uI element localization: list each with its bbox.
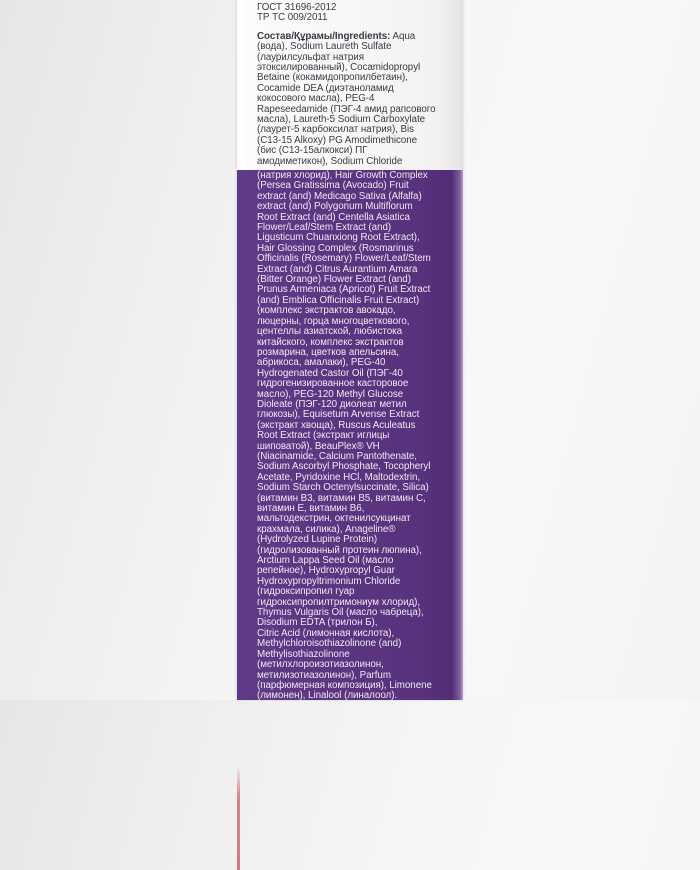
ingredient-text-line: extract (and) Medicago Sativa (Alfalfa): [257, 190, 422, 202]
ingredient-text-line: Rapeseedamide (ПЭГ-4 амид рапсового: [257, 103, 436, 115]
ingredient-text-line: (витамин В3, витамин В5, витамин С,: [257, 492, 426, 504]
ingredient-text-line: (Hydrolyzed Lupine Protein): [257, 534, 378, 546]
ingredient-text-line: Citric Acid (лимонная кислота),: [257, 627, 395, 639]
ingredient-text-line: Hydroxypropyltrimonium Chloride: [257, 575, 401, 587]
ingredient-text-line: Flower/Leaf/Stem Extract (and): [257, 222, 392, 234]
ingredient-text-line: абрикоса, амалаки), PEG-40: [257, 357, 386, 369]
ingredient-text-line: (лаурет-5 карбоксилат натрия), Bis: [257, 124, 414, 136]
ingredient-text-line: витамин Е, витамин В6,: [257, 503, 365, 514]
ingredient-text-line: репейное), Hydroxypropyl Guar: [257, 565, 395, 577]
ingredient-text-line: (Bitter Orange) Flower Extract (and): [257, 274, 411, 286]
ingredient-text-line: Ligusticum Chuanxiong Root Extract),: [257, 232, 420, 244]
ingredient-text-line: (метилхлороизотиазолинон,: [257, 659, 384, 671]
ingredient-text-line: Sodium Ascorbyl Phosphate, Tocopheryl: [257, 461, 431, 473]
ingredient-text-line: шиповатой), BeauPlex® VH: [257, 440, 380, 452]
ingredient-text-line: (Niacinamide, Calcium Pantothenate,: [257, 450, 417, 462]
ingredient-text-line: гидроксипропилтримониум хлорид),: [257, 596, 421, 608]
ingredient-text-line: Thymus Vulgaris Oil (масло чабреца),: [257, 607, 424, 619]
ingredients-heading-rest: Aqua: [390, 30, 416, 42]
ingredient-text-line: масла), Laureth-5 Sodium Carboxylate: [257, 114, 426, 126]
ingredient-text-line: Root Extract (экстракт иглицы: [257, 430, 390, 442]
ingredient-text-line: (Persea Gratissima (Avocado) Fruit: [257, 180, 409, 192]
ingredient-text-line: Hair Glossing Complex (Rosmarinus: [257, 242, 414, 254]
ingredient-text-line: (натрия хлорид), Hair Growth Complex: [257, 170, 428, 181]
ingredient-text-line: (лаурилсульфат натрия: [257, 51, 364, 63]
ingredient-text-line: extract (and) Polygonum Multiflorum: [257, 201, 413, 213]
purple-panel-text: [257, 171, 457, 702]
ingredient-text-line: этоксилированный), Cocamidopropyl: [257, 62, 421, 74]
ingredient-text-line: Arctium Lappa Seed Oil (масло: [257, 555, 394, 567]
ingredient-text-line: розмарина, цветков апельсина,: [257, 346, 399, 358]
ingredient-text-line: Methylchloroisothiazolinone (and): [257, 638, 402, 650]
box-white-panel: [237, 0, 463, 170]
ingredient-text-line: Methylisothiazolinone: [257, 648, 350, 660]
ingredient-text-line: люцерны, горца многоцветкового,: [257, 315, 410, 327]
ingredients-purple-lines: [257, 171, 457, 702]
regulatory-block: [257, 3, 457, 24]
ingredient-text-line: Dioleate (ПЭГ-120 диолеат метил: [257, 398, 407, 410]
ingredient-text-line: (бис (С13-15алкокси) ПГ: [257, 145, 368, 157]
ingredient-text-line: (C13-15 Alkoxy) PG Amodimethicone: [257, 134, 418, 146]
ingredient-text-line: мальтодекстрин, октенилсукцинат: [257, 513, 411, 525]
ingredient-text-line: (and) Emblica Officinalis Fruit Extract): [257, 294, 420, 306]
ingredient-text-line: Betaine (кокамидопропилбетаин),: [257, 72, 408, 84]
ingredient-text-line: глюкозы), Equisetum Arvense Extract: [257, 409, 420, 421]
ingredient-text-line: Root Extract (and) Centella Asiatica: [257, 211, 410, 223]
ingredient-text-line: (комплекс экстрактов авокадо,: [257, 305, 396, 317]
ingredient-text-line: (гидроксипропил гуар: [257, 586, 355, 598]
tr-ts-standard-text: ТР ТС 009/2011: [257, 12, 328, 24]
ingredient-text-line: центеллы азиатской, любистока: [257, 326, 403, 338]
ingredient-text-line: амодиметикон), Sodium Chloride: [257, 155, 403, 167]
ingredient-text-line: Hydrogenated Castor Oil (ПЭГ-40: [257, 367, 403, 379]
box-purple-panel: [237, 170, 463, 700]
ingredient-text-line: (парфюмерная композиция), Limonene: [257, 679, 432, 691]
ingredient-text-line: Cocamide DEA (диэтаноламид: [257, 82, 394, 94]
ingredient-text-line: (гидролизованный протеин люпина),: [257, 544, 422, 556]
ingredient-text-line: Officinalis (Rosemary) Flower/Leaf/Stem: [257, 253, 431, 265]
ingredient-text-line: Disodium EDTA (трилон Б),: [257, 617, 378, 629]
ingredients-white-lines: [257, 42, 457, 167]
ingredient-text-line: (экстракт хвоща), Ruscus Aculeatus: [257, 419, 416, 431]
ingredient-text-line: Acetate, Pyridoxine HCl, Maltodextrin,: [257, 471, 421, 483]
ingredient-text-line: масло), PEG-120 Methyl Glucose: [257, 388, 404, 400]
gost-standard-text: ГОСТ 31696-2012: [257, 2, 337, 13]
ingredient-text-line: китайского, комплекс экстрактов: [257, 336, 404, 348]
ingredient-text-line: (лимонен), Linalool (линалоол).: [257, 690, 398, 702]
ingredient-text-line: (вода), Sodium Laureth Sulfate: [257, 41, 392, 53]
ingredients-heading: Состав/Құрамы/Ingredients:: [257, 30, 391, 42]
white-panel-text: [257, 3, 457, 167]
ingredient-text-line: гидрогенизированное касторовое: [257, 378, 409, 390]
box-pink-edge: [237, 766, 240, 870]
product-box: [237, 0, 463, 700]
ingredient-text-line: Extract (and) Citrus Aurantium Amara: [257, 263, 418, 275]
ingredient-text-line: Prunus Armeniaca (Apricot) Fruit Extract: [257, 284, 431, 296]
ingredient-text-line: крахмала, силика), Anageline®: [257, 523, 396, 535]
ingredient-text-line: Sodium Starch Octenylsuccinate, Silica): [257, 482, 429, 494]
ingredient-text-line: метилизотиазолинон), Parfum: [257, 669, 391, 681]
box-left-edge-highlight: [237, 0, 239, 170]
ingredient-text-line: кокосового масла), PEG-4: [257, 93, 375, 105]
